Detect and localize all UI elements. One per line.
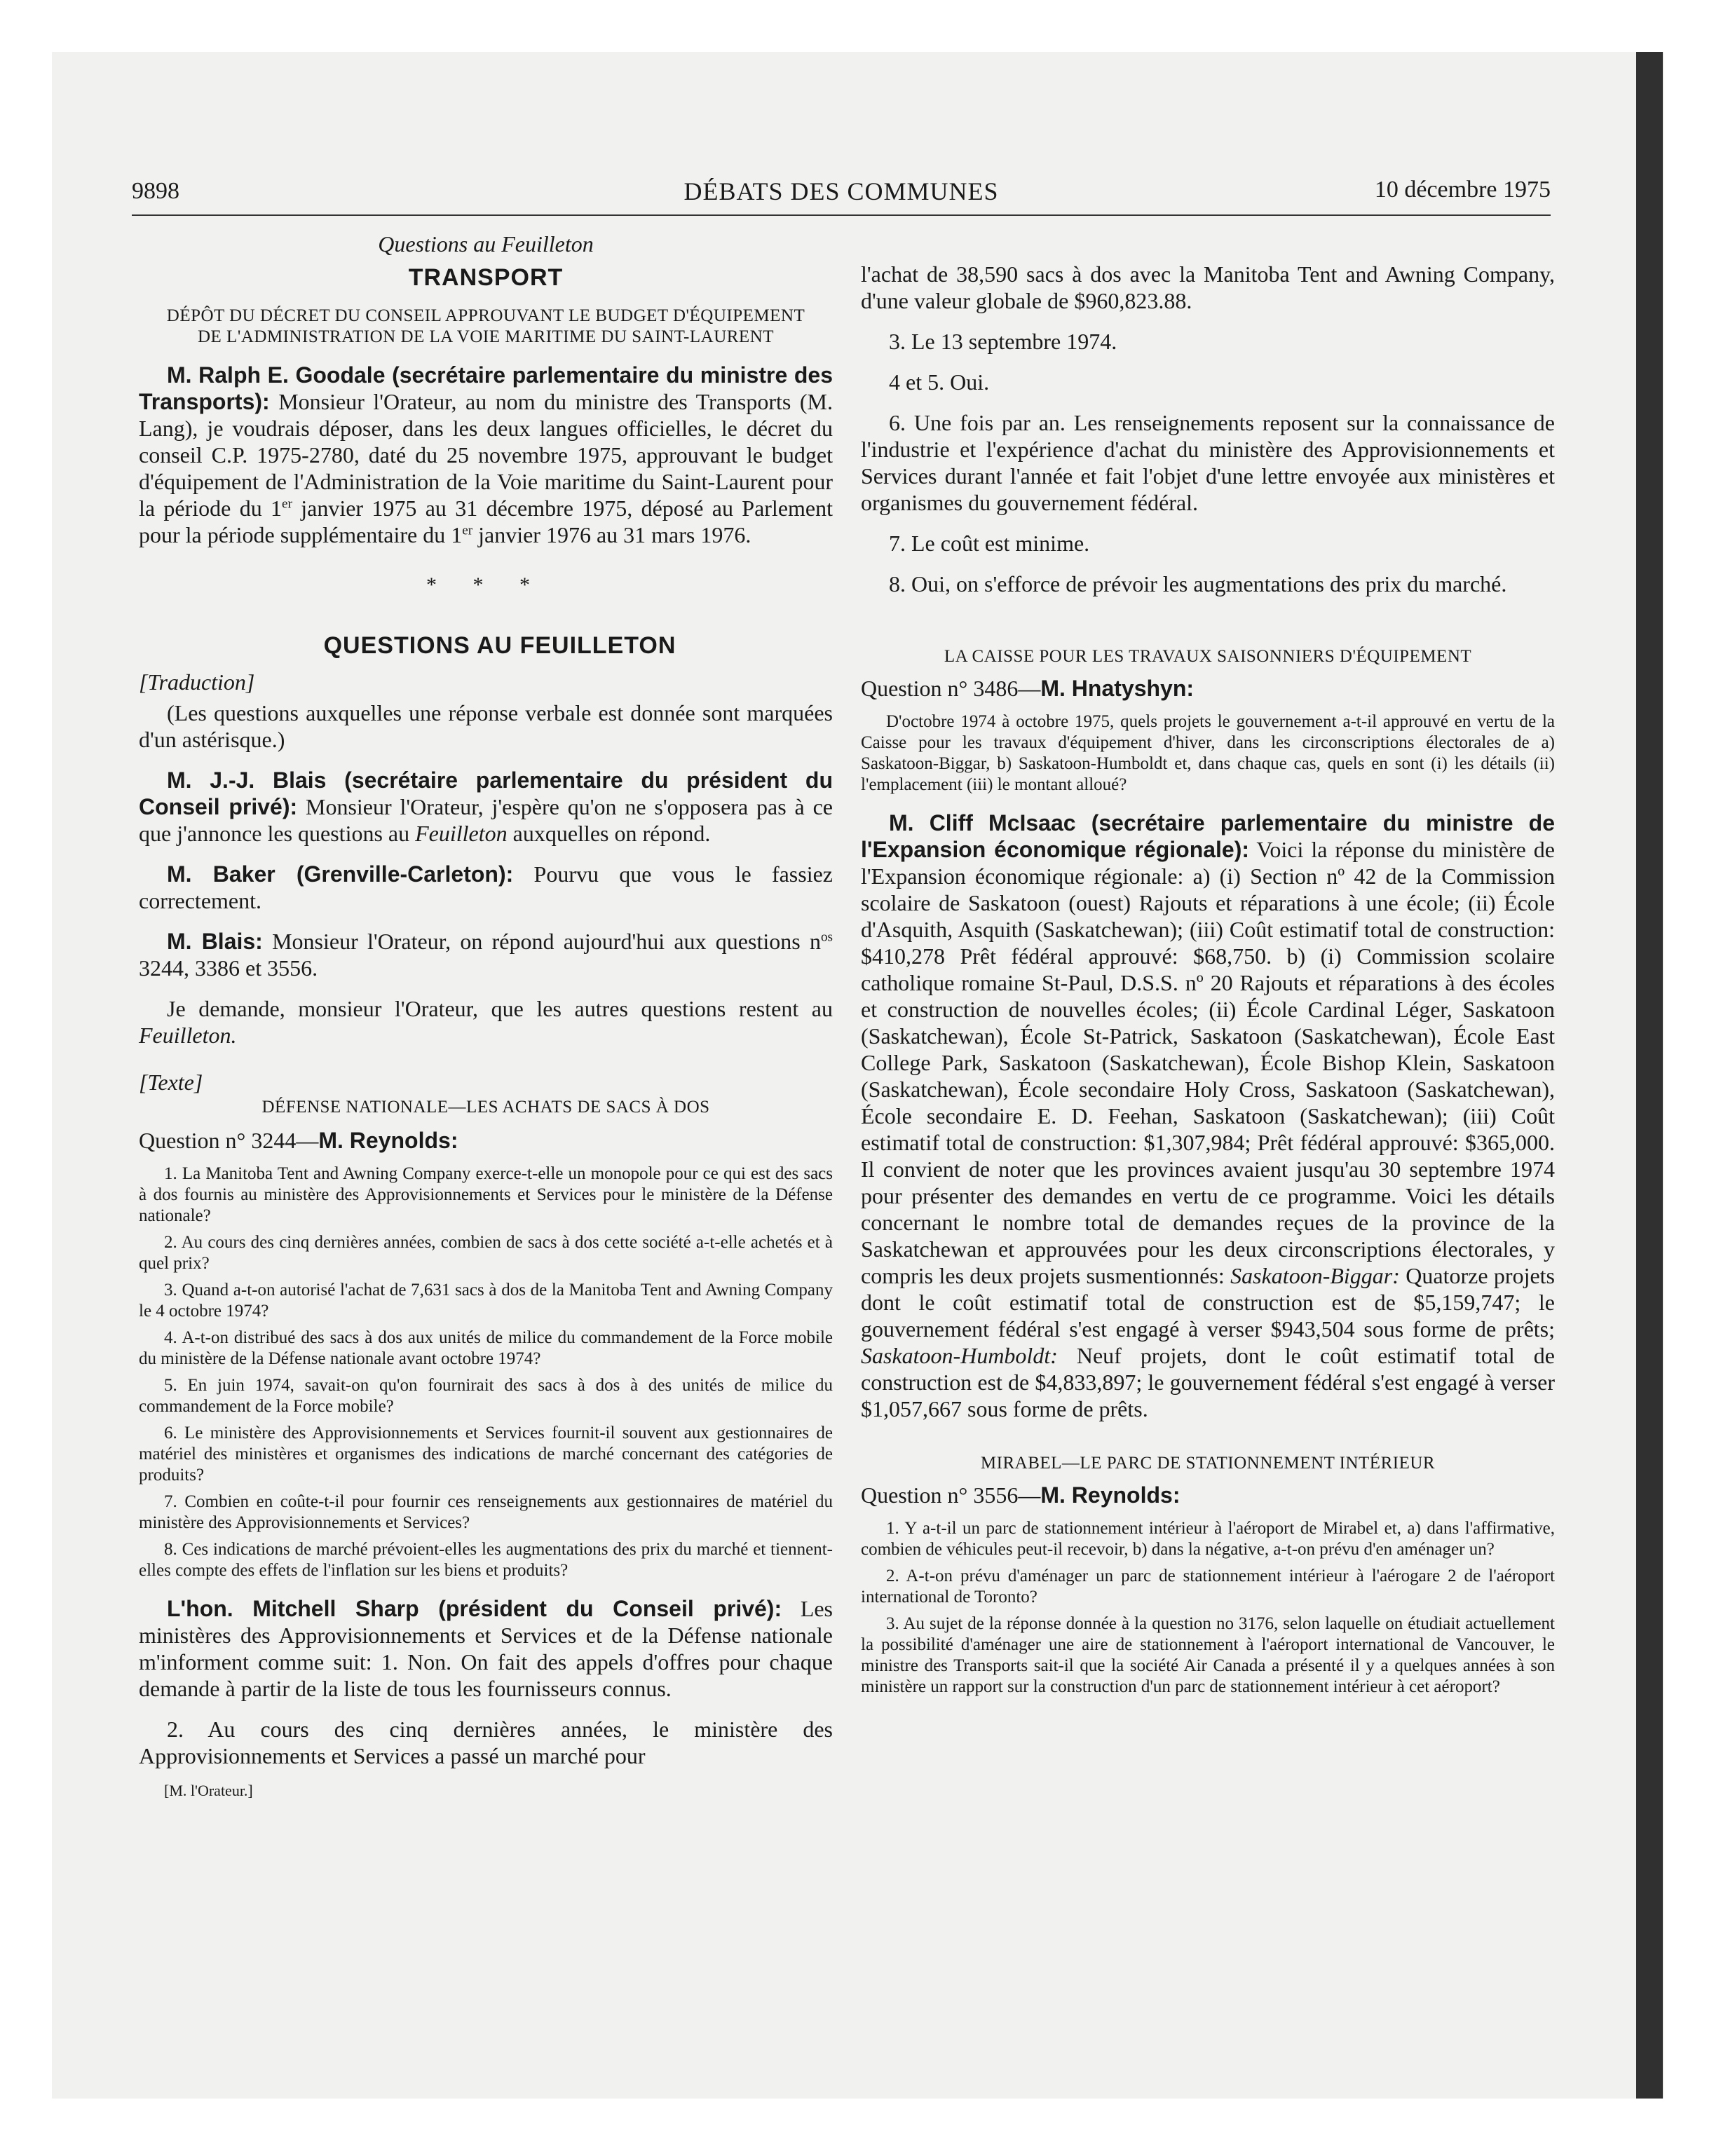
question-item: 2. Au cours des cinq dernières années, combien de sacs à dos cette société a-t-elle achetés et à quel prix? <box>139 1233 833 1273</box>
question-3486-header: Question n° 3486—M. Hnatyshyn: <box>861 676 1195 701</box>
speaker-mcisaac: M. Cliff McIsaac (secrétaire parlementaire du ministre de l'Expansion économique régionale): <box>861 810 1555 862</box>
section-kicker: Questions au Feuilleton <box>378 231 594 257</box>
publication-title: DÉBATS DES COMMUNES <box>683 177 999 205</box>
question-item: 4. A-t-on distribué des sacs à dos aux unités de milice du commandement de la Force mobile du ministère de la Défense nationale avant octobre 1974? <box>139 1328 833 1368</box>
questions-heading: QUESTIONS AU FEUILLETON <box>323 632 676 659</box>
page-header <box>132 175 1551 216</box>
answer-item: 6. Une fois par an. Les renseignements reposent sur la connaissance de l'industrie et l'expérience d'achat du ministère des Approvisionnements et Services durant l'année et fait l'objet d'une lettre envoyée aux ministères et organismes du gouvernement fédéral. <box>861 410 1555 515</box>
defense-heading: DÉFENSE NATIONALE—LES ACHATS DE SACS À DOS <box>261 1098 710 1117</box>
speaker-sharp: L'hon. Mitchell Sharp (président du Conseil privé): <box>167 1596 782 1621</box>
texte-tag: [Texte] <box>139 1070 203 1095</box>
question-item: 1. Y a-t-il un parc de stationnement intérieur à l'aéroport de Mirabel et, a) dans l'affirmative, combien de véhicules peut-il recevoir, b) dans la négative, a-t-on prévu d'en aménager un? <box>861 1519 1555 1559</box>
sharp-statement: L'hon. Mitchell Sharp (président du Conseil privé): Les ministères des Approvisionnements et Services et de la Défense nationale m'informent comme suit: 1. Non. On fait des appels d'offres pour chaque demande à partir de la liste de tous les fournisseurs connus. <box>139 1596 834 1701</box>
question-item: 8. Ces indications de marché prévoient-elles les augmentations des prix du marché et tiennent-elles compte des effets de l'inflation sur les biens et produits? <box>139 1540 833 1580</box>
goodale-statement: M. Ralph E. Goodale (secrétaire parlementaire du ministre des Transports): Monsieur l'Orateur, au nom du ministre des Transports (M. Lang), je voudrais déposer, dans les deux langues officielles, le décret du conseil C.P. 1975-2780, daté du 25 novembre 1975, approuvant le budget d'équipement de l'Administration de la Voie maritime du Saint-Laurent pour la période du 1er janvier 1975 au 31 décembre 1975, déposé au Parlement pour la période supplémentaire du 1er janvier 1976 au 31 mars 1976. <box>139 362 834 547</box>
questions-intro: (Les questions auxquelles une réponse verbale est donnée sont marquées d'un astérisque.) <box>139 700 833 752</box>
baker-statement: M. Baker (Grenville-Carleton): Pourvu que vous le fassiez correctement. <box>139 861 833 913</box>
question-item: 7. Combien en coûte-t-il pour fournir ces renseignements aux gestionnaires de matériel du ministère des Approvisionnements et Services? <box>139 1492 833 1532</box>
transport-heading: TRANSPORT <box>408 264 564 291</box>
question-item: 1. La Manitoba Tent and Awning Company exerce-t-elle un monopole pour ce qui est des sacs à dos fournis au ministère des Approvisionnements et Services pour le ministère de la Défense nationale? <box>139 1164 833 1225</box>
mirabel-heading: MIRABEL—LE PARC DE STATIONNEMENT INTÉRIEUR <box>980 1454 1436 1473</box>
answer-item: 7. Le coût est minime. <box>889 531 1090 556</box>
section-separator: * * * <box>426 573 545 596</box>
right-column <box>861 261 1555 1698</box>
page-number: 9898 <box>132 178 179 204</box>
speaker-blais: M. J.-J. Blais (secrétaire parlementaire du président du Conseil privé): <box>139 767 833 819</box>
speaker-blais-2: M. Blais: <box>167 929 263 954</box>
transport-subheading: DÉPÔT DU DÉCRET DU CONSEIL APPROUVANT LE BUDGET D'ÉQUIPEMENT DE L'ADMINISTRATION DE LA VOIE MARITIME DU SAINT-LAURENT <box>166 306 805 346</box>
question-item: 6. Le ministère des Approvisionnements et Services fournit-il souvent aux gestionnaires de matériel des ministères et organismes des indications de marché concernant des catégories de produits? <box>139 1424 833 1485</box>
caisse-heading: LA CAISSE POUR LES TRAVAUX SAISONNIERS D'ÉQUIPEMENT <box>944 647 1472 666</box>
question-3556-items <box>861 1518 1555 1698</box>
answer-item: 4 et 5. Oui. <box>889 369 990 395</box>
answer-item: 8. Oui, on s'efforce de prévoir les augmentations des prix du marché. <box>889 571 1507 596</box>
question-3556-header: Question n° 3556—M. Reynolds: <box>861 1482 1181 1508</box>
speaker-baker: M. Baker (Grenville-Carleton): <box>167 861 514 887</box>
question-item: 2. A-t-on prévu d'aménager un parc de stationnement intérieur à l'aérogare 2 de l'aéroport international de Toronto? <box>861 1567 1555 1606</box>
left-column <box>139 231 833 1800</box>
question-3244-items <box>139 1164 833 1581</box>
blais-statement: M. J.-J. Blais (secrétaire parlementaire du président du Conseil privé): Monsieur l'Orateur, j'espère qu'on ne s'opposera pas à ce que j'annonce les questions au Feuilleton auxquelles on répond. <box>139 767 834 846</box>
blais-request: Je demande, monsieur l'Orateur, que les autres questions restent au Feuilleton. <box>139 996 833 1048</box>
speaker-goodale: M. Ralph E. Goodale (secrétaire parlementaire du ministre des Transports): <box>139 362 833 414</box>
mcisaac-statement: M. Cliff McIsaac (secrétaire parlementaire du ministre de l'Expansion économique régionale): Voici la réponse du ministère de l'Expansion économique régionale: a) (i) Section nº 42 de la Commission scolaire de Saskatoon (ouest) Rajouts et réparations à une école; (ii) École d'Asquith, Asquith (Saskatchewan); (iii) Coût estimatif total de construction: $410,278 Prêt fédéral approuvé: $68,750. b) (i) Commission scolaire catholique romaine St-Paul, D.S.S. nº 20 Rajouts et réparations à des écoles et construction de nouvelles écoles; (ii) École Cardinal Léger, Saskatoon (Saskatchewan), École St-Patrick, Saskatoon (Saskatchewan), École East College Park, Saskatoon (Saskatchewan), École Bishop Klein, Saskatoon (Saskatchewan), École secondaire Holy Cross, Saskatoon (Saskatchewan), École secondaire E. D. Feehan, Saskatoon (Saskatchewan); (iii) Coût estimatif total de construction: $1,307,984; Prêt fédéral approuvé: $365,000. Il convient de noter que les provinces avaient jusqu'au 30 septembre 1974 pour présenter des demandes en vertu de ce programme. Voici les détails concernant le nombre total de demandes reçues de la province de la Saskatchewan et approuvées pour les deux circonscriptions électorales, y compris les deux projets susmentionnés: Saskatoon-Biggar: Quatorze projets dont le coût estimatif total de construction est de $5,159,747; le gouvernement fédéral s'est engagé à verser $943,504 sous forme de prêts; Saskatoon-Humboldt: Neuf projets, dont le coût estimatif total de construction est de $4,833,897; le gouvernement fédéral s'est engagé à verser $1,057,667 sous forme de prêts. <box>861 810 1556 1421</box>
question-3486-text: D'octobre 1974 à octobre 1975, quels projets le gouvernement a-t-il approuvé en vertu de la Caisse pour les travaux d'équipement d'hiver, dans les circonscriptions électorales de a) Saskatoon-Biggar, b) Saskatoon-Humboldt et, dans chaque cas, quels en sont (i) les détails (ii) l'emplacement (iii) le montant alloué? <box>861 712 1555 794</box>
question-item: 3. Au sujet de la réponse donnée à la question no 3176, selon laquelle on étudiait actuellement la possibilité d'aménager une aire de stationnement à l'aéroport international de Vancouver, le ministre des Transports sait-il que la société Air Canada a présenté il y a quelques années à son ministère un rapport sur la construction d'un parc de stationnement intérieur à cet aéroport? <box>861 1614 1555 1696</box>
answer-item: 3. Le 13 septembre 1974. <box>889 329 1117 354</box>
traduction-tag: [Traduction] <box>139 669 255 695</box>
answer-2: 2. Au cours des cinq dernières années, le ministère des Approvisionnements et Services a passé un marché pour <box>139 1717 833 1768</box>
question-item: 5. En juin 1974, savait-on qu'on fournirait des sacs à dos à des unités de milice du commandement de la Force mobile? <box>139 1376 833 1416</box>
blais-second-statement: M. Blais: Monsieur l'Orateur, on répond aujourd'hui aux questions $n^{os}$ 3244, 3386 et 3556. <box>139 929 833 981</box>
running-footnote: [M. l'Orateur.] <box>164 1782 253 1799</box>
question-item: 3. Quand a-t-on autorisé l'achat de 7,631 sacs à dos de la Manitoba Tent and Awning Company le 4 octobre 1974? <box>139 1281 833 1321</box>
answer-continuation: l'achat de 38,590 sacs à dos avec la Manitoba Tent and Awning Company, d'une valeur globale de $960,823.88. <box>861 261 1555 313</box>
question-3244-header: Question n° 3244—M. Reynolds: <box>139 1128 458 1153</box>
page-date: 10 décembre 1975 <box>1374 177 1551 203</box>
scan-edge-bar <box>1636 52 1663 2099</box>
